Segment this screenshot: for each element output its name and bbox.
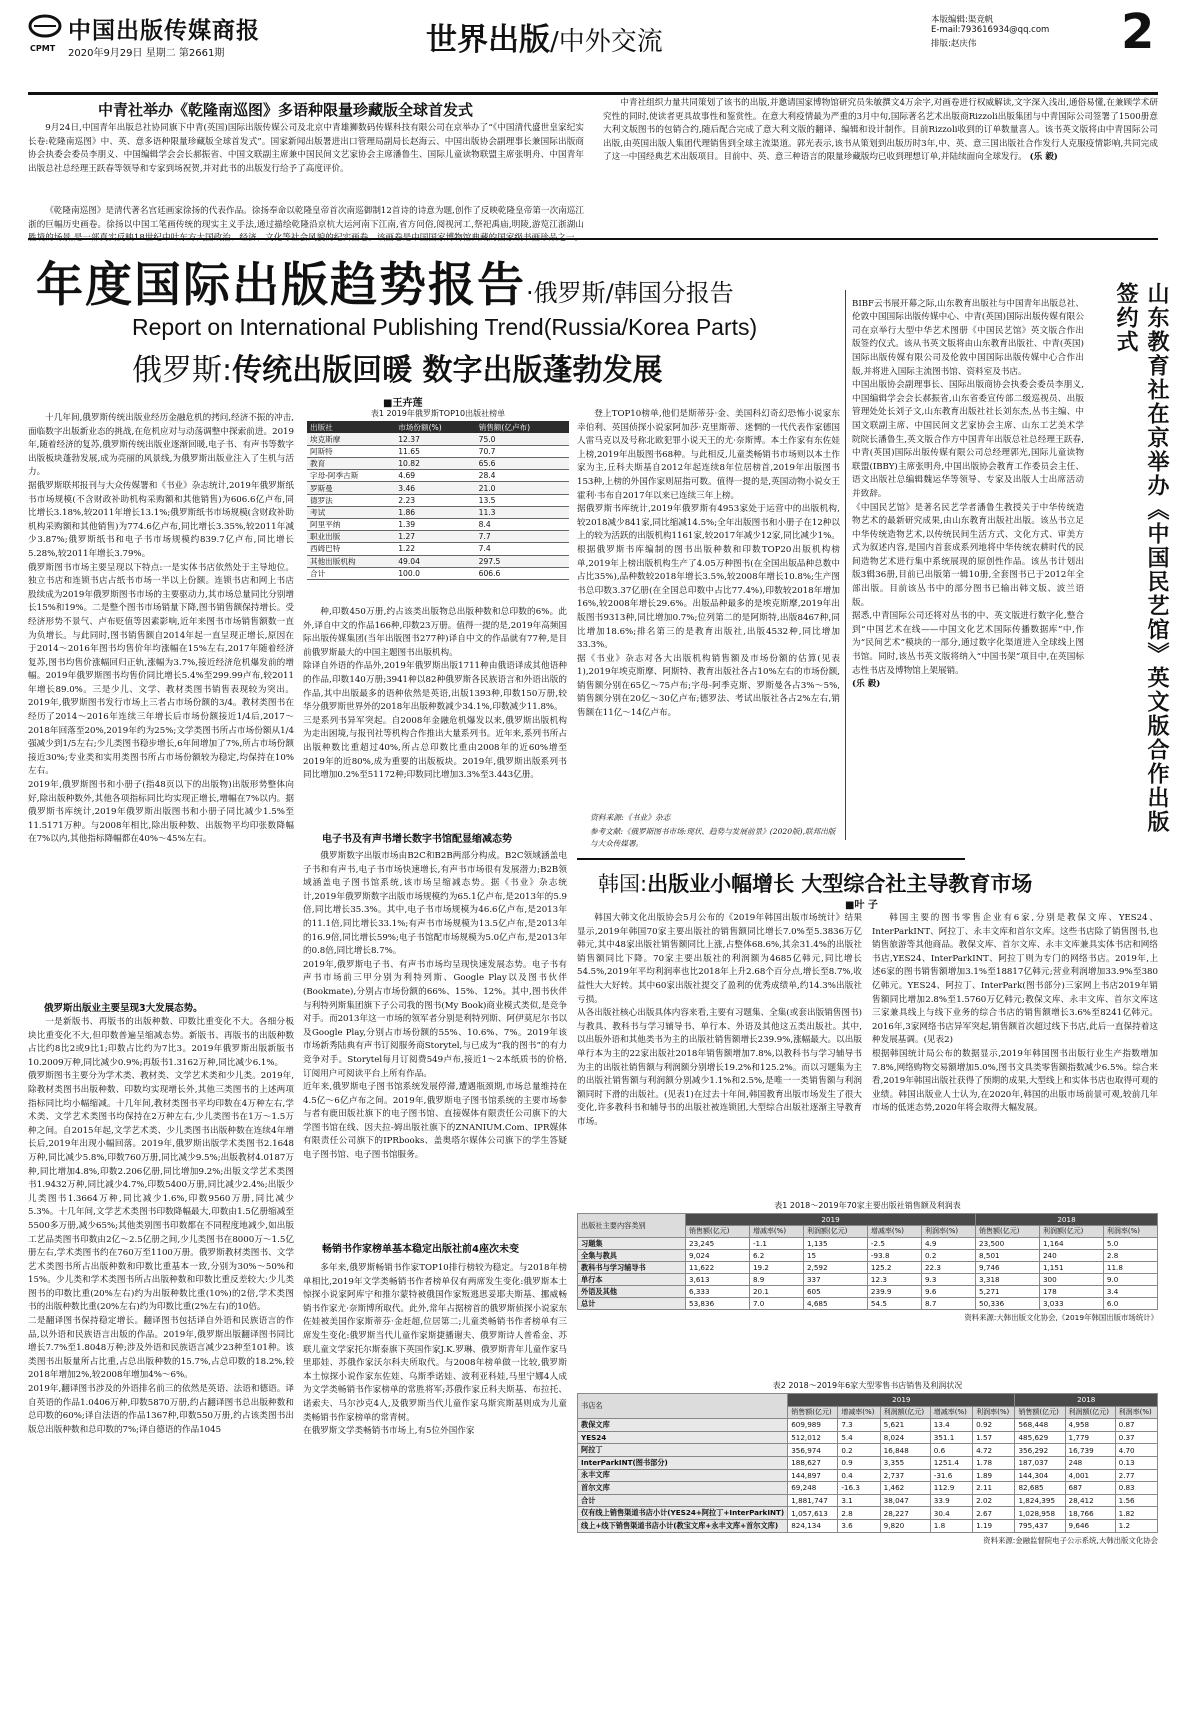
korea-table-1-cell: 178 bbox=[1039, 1286, 1103, 1298]
table1-cell: 职业出版 bbox=[307, 531, 395, 543]
korea-table-2-cell: 795,437 bbox=[1015, 1519, 1065, 1532]
korea-table-1-cell: 6.2 bbox=[749, 1250, 803, 1262]
korea-table-1-cell: 9.6 bbox=[921, 1286, 975, 1298]
table1-cell: 字母-阿季古斯 bbox=[307, 470, 395, 482]
korea-author: ■叶 子 bbox=[845, 900, 878, 911]
layout-credit: 排版:赵庆伟 bbox=[931, 39, 977, 49]
table1-cell: 21.0 bbox=[476, 482, 569, 494]
korea-table-2-cell: 合计 bbox=[578, 1494, 788, 1507]
russia-divider bbox=[577, 858, 965, 860]
korea-table-1-cell: -93.8 bbox=[867, 1250, 921, 1262]
korea-table-2-cell: 2.8 bbox=[838, 1507, 880, 1520]
korea-table-1-cell: 11.8 bbox=[1103, 1262, 1157, 1274]
shandong-signature: (乐 毅) bbox=[852, 679, 881, 690]
korea-table-2-cell: 2.11 bbox=[973, 1482, 1015, 1495]
korea-table-2-cell: 1.19 bbox=[973, 1519, 1015, 1532]
korea-table-1-subheader: 利润额(亿元) bbox=[803, 1226, 867, 1238]
top-story-para-3 bbox=[603, 97, 1158, 233]
korea-table-1-cell: 5.0 bbox=[1103, 1238, 1157, 1250]
korea-table-2-cell: 2.67 bbox=[973, 1507, 1015, 1520]
table1-row bbox=[307, 506, 569, 518]
korea-table-2-row bbox=[578, 1469, 1158, 1482]
table1-cell: 其他出版机构 bbox=[307, 555, 395, 567]
korea-table-2-cell: 0.6 bbox=[930, 1444, 972, 1457]
korea-table-2-cell: 5,621 bbox=[880, 1419, 930, 1432]
table1-row bbox=[307, 482, 569, 494]
korea-table-2-subheader: 增减率(%) bbox=[930, 1406, 972, 1419]
table1-cell: 49.04 bbox=[395, 555, 475, 567]
korea-table-2-subheader: 销售额(亿元) bbox=[1015, 1406, 1065, 1419]
korea-table-1-cell: 300 bbox=[1039, 1274, 1103, 1286]
korea-table-1-cell: 605 bbox=[803, 1286, 867, 1298]
korea-table-2-caption: 表2 2018～2019年6家大型零售书店销售及利润状况 bbox=[772, 1381, 963, 1390]
korea-table-1-cell: 全集与教具 bbox=[578, 1250, 686, 1262]
russia-column-2-top: 种,印数450万册,约占该类出版物总出版种数和总印数的6%。此外,译自中文的作品166种,印数23万册。值得一提的是,2019年高频国际出版传媒集团(当年出版图书277种)译自中文的作品就有77种,是目前俄罗斯最大的中国主题图书出版机构。 除译自外语的作品外,2019年俄罗斯出版1711种由俄语译成其他语种的作品,印数140万册;3941种以82种俄罗斯各民族语言和外语出版的作品,其中出版最多的语种依然是英语,出版1393种,印数150万册,较华分俄罗斯世界外的2018年出版种数减少34.1%,印数减少11.8%。 三是系列书异军突起。自2008年金融危机爆发以来,俄罗斯出版机构为走出困境,与报刊社等机构合作推出大量系列书。近年来,系列书所占出版种数比重超过40%,所占总印数比重由2008年的近60%增至2019年的近80%,成为重要的出版板块。2019年,俄罗斯出版系列书同比增加0.2%至51172种;印数同比增加3.3%至3.443亿册。 bbox=[303, 607, 567, 781]
korea-table-2-cell: 教保文库 bbox=[578, 1419, 788, 1432]
korea-table-2-cell: 28,412 bbox=[1065, 1494, 1115, 1507]
korea-table-1-cell: 4,685 bbox=[803, 1298, 867, 1310]
table1-cell: 考试 bbox=[307, 506, 395, 518]
korea-table-1-cell: 8,501 bbox=[976, 1250, 1040, 1262]
korea-table-2-cell: 33.9 bbox=[930, 1494, 972, 1507]
korea-table-1-cell: 3.4 bbox=[1103, 1286, 1157, 1298]
korea-table-2-cell: 3.6 bbox=[838, 1519, 880, 1532]
table1-header-sales: 销售额(亿卢布) bbox=[476, 421, 569, 433]
korea-table-1-cell: 9,746 bbox=[976, 1262, 1040, 1274]
table1-row bbox=[307, 445, 569, 457]
report-title bbox=[36, 248, 734, 315]
page-number: 2 bbox=[1121, 4, 1155, 60]
korea-table-2-row bbox=[578, 1482, 1158, 1495]
korea-table-2-cell: 1.57 bbox=[973, 1431, 1015, 1444]
korea-headline bbox=[598, 868, 1032, 898]
table1-cell: 合计 bbox=[307, 567, 395, 579]
korea-table-2-year-2018: 2018 bbox=[1015, 1394, 1158, 1407]
korea-table-2-cell: 4,958 bbox=[1065, 1419, 1115, 1432]
table1-cell: 1.86 bbox=[395, 506, 475, 518]
korea-table-1-subheader: 利润率(%) bbox=[1103, 1226, 1157, 1238]
table1-cell: 11.3 bbox=[476, 506, 569, 518]
korea-table-1-cell: -1.1 bbox=[749, 1238, 803, 1250]
table1-row bbox=[307, 433, 569, 445]
table1-cell: 埃克斯摩 bbox=[307, 433, 395, 445]
korea-table-1-row bbox=[578, 1250, 1158, 1262]
korea-table-2-cell: 1,881,747 bbox=[788, 1494, 838, 1507]
korea-prefix: 韩国: bbox=[598, 872, 648, 896]
table1-row bbox=[307, 519, 569, 531]
korea-table-1-source: 资料来源:大韩出版文化协会,《2019年韩国出版市场统计》 bbox=[964, 1313, 1158, 1322]
table1-cell: 1.22 bbox=[395, 543, 475, 555]
korea-table-2-cell: 144,897 bbox=[788, 1469, 838, 1482]
korea-table-2-cell: 356,974 bbox=[788, 1444, 838, 1457]
korea-table-2-subheader: 利润率(%) bbox=[1115, 1406, 1157, 1419]
korea-table-1-cell: 239.9 bbox=[867, 1286, 921, 1298]
korea-table-2-cell: 0.9 bbox=[838, 1456, 880, 1469]
korea-table-2-cell: 首尔文库 bbox=[578, 1482, 788, 1495]
korea-table-1-cell: 19.2 bbox=[749, 1262, 803, 1274]
korea-table-1-subheader: 销售额(亿元) bbox=[976, 1226, 1040, 1238]
korea-table-2-cell: 568,448 bbox=[1015, 1419, 1065, 1432]
shandong-vertical-title: 山东教育社在京举办《中国民艺馆》英文版合作出版签约式 bbox=[1113, 282, 1169, 834]
russia-headline bbox=[132, 345, 663, 389]
korea-table-1-cell: 3,033 bbox=[1039, 1298, 1103, 1310]
korea-table-2-cell: 0.87 bbox=[1115, 1419, 1157, 1432]
table1-cell: 阿斯特 bbox=[307, 445, 395, 457]
korea-table-1-cell: 2.8 bbox=[1103, 1250, 1157, 1262]
korea-table-2-subheader: 利润率(%) bbox=[973, 1406, 1015, 1419]
korea-table-2-cell: 485,629 bbox=[1015, 1431, 1065, 1444]
korea-table-2-cell: 28,227 bbox=[880, 1507, 930, 1520]
korea-table-2-cell: 16,848 bbox=[880, 1444, 930, 1457]
korea-table-2-cell: 1,824,395 bbox=[1015, 1494, 1065, 1507]
table1-cell: 罗斯曼 bbox=[307, 482, 395, 494]
korea-table-2-cell: 1.78 bbox=[973, 1456, 1015, 1469]
korea-table-2-cell: 512,012 bbox=[788, 1431, 838, 1444]
russia-column-1b: 一是新版书、再版书的出版种数、印数比重变化不大。各细分板块比重变化不大,但印数普遍呈缩减态势。新版书、再版书的出版种数占比约8比2或9比1;印数占比约为7比3。2019年俄罗斯出版新版书10.2009万种,同比减少0.9%;再版书1.3162万种,同比减少6.1%。 俄罗斯图书主要分为学术类、教材类、文学艺术类和少儿类。2019年,除教材类图书出版种数、印数均实现增长外,其他三类图书的上述两项指标同比均小幅缩减。十几年间,教材类图书平均印数在4万种左右,学术类、文学艺术类图书均保持在2万种左右,少儿类图书在1万～1.5万种之间。自2015年起,文学艺术类、少儿类图书出版种数在连续4年增长后,2019年出现小幅回落。2019年,俄罗斯出版学术类图书2.1648万种,同比减少5.8%,印数760万册,同比减少9.5%;出版教材4.0187万种,同比增加4.8%,印数2.206亿册,同比增加9.2%;出版文学艺术类图书1.9432万种,同比减少4.7%,印数5400万册,同比减少2.4%;出版少儿类图书1.3664万种,同比减少1.6%,印数9560万册,同比减少5.3%。十几年间,文学艺术类图书印数降幅最大,印数由1.5亿册缩减至5500多万册,减少65%;其他类别图书印数都在不同程度地减少,如出版工艺品类图书印数由2亿～2.5亿册之间,少儿类图书在8000万～1.5亿册左右,学术类图书约在760万至1100万册。俄罗斯教材类图书、文学艺术类图书所占出版种数和印数比重基本一致,分别为30%～50%和15%。少儿类和学术类图书所占出版种数和印数比重反差较大:少儿类图书的印数比重(20%左右)约为出版种数比重(10%)的2倍,学术类图书的出版种数比重(20%左右)约为印数比重(2%左右)的10倍。 二是翻译图书保持稳定增长。翻译图书包括译自外语和民族语言的作品,以外语和民族语言出版的作品。2019年,俄罗斯出版翻译图书同比增长7.7%至1.8048万种;涉及外语和民族语言减少23种至101种。该类图书出版量所占比重,占总出版种数的15.7%,占总印数的18.2%,较2018年增加2%,较2008年增加4%～6%。 2019年,翻译图书涉及的外语排名前三的依然是英语、法语和德语。译自英语的作品1.0406万种,印数5870万册,约占翻译图书总出版种数和总印数的60%;译自法语的作品1367种,印数550万册,约占该类图书出版总出版种数和总印数的7%;译自德语的作品1045 bbox=[28, 1017, 294, 1435]
korea-table-2-cell: 1,028,958 bbox=[1015, 1507, 1065, 1520]
table1-cell: 3.46 bbox=[395, 482, 475, 494]
russia-reference: 参考文献:《俄罗斯图书市场:现状、趋势与发展前景》(2020版),联邦出版与大众传媒署。 bbox=[590, 827, 836, 848]
table1-row bbox=[307, 555, 569, 567]
korea-table-2-source: 资料来源:金融监督院电子公示系统,大韩出版文化协会 bbox=[983, 1535, 1158, 1545]
table1-cell: 297.5 bbox=[476, 555, 569, 567]
korea-table-1-cell: 4.9 bbox=[921, 1238, 975, 1250]
korea-table-1-cell: 8.7 bbox=[921, 1298, 975, 1310]
korea-table-2-cell: 阿拉丁 bbox=[578, 1444, 788, 1457]
table1-cell: 12.37 bbox=[395, 433, 475, 445]
korea-table-1-year-2018: 2018 bbox=[976, 1214, 1158, 1226]
korea-table-1-cell: 6.0 bbox=[1103, 1298, 1157, 1310]
korea-table-1-cell: 23,500 bbox=[976, 1238, 1040, 1250]
masthead bbox=[28, 4, 1158, 90]
top-story-title: 中青社举办《乾隆南巡图》多语种限量珍藏版全球首发式 bbox=[98, 101, 474, 119]
sidebar-divider bbox=[845, 290, 846, 840]
korea-table-2-cell: 187,037 bbox=[1015, 1456, 1065, 1469]
korea-table-2-cell: 18,766 bbox=[1065, 1507, 1115, 1520]
russia-column-1: 十几年间,俄罗斯传统出版业经历金融危机的拷问,经济不振的冲击,面临数字出版新业态的挑战,在危机应对与动荡调整中探索前进。2019年,随着经济的复苏,俄罗斯传统出版业逐渐回暖,电子书、有声书等数字出版板块蓬勃发展,成为亮丽的风景线,为俄罗斯出版业注入了生机与活力。 据俄罗斯联邦报刊与大众传媒署和《书业》杂志统计,2019年俄罗斯纸书市场规模(不含财政补助机构采购额和其他销售)为606.6亿卢布,同比增长3.18%,较2011年增长13.1%;俄罗斯纸书市场规模(含财政补助机构采购额和其他销售)为774.6亿卢布,同比增长3.35%,较2011年减少3.87%;俄罗斯纸书和电子书市场规模约839.7亿卢布,同比增长5.28%,较2011年增长3.79%。 俄罗斯图书市场主要呈现以下特点:一是实体书店依然处于主导地位。独立书店和连锁书店占纸书市场一半以上份额。连锁书店和网上书店股续成为2019年俄罗斯图书市场的主要驱动力,其市场总量同比分别增长15%和19%。二是整个图书市场销量下降,图书销售额保持增长。受经济形势不景气、卢布贬值等因素影响,近年来图书市场销售额数一直为负增长。与此同时,图书销售额自2014年起一直呈现正增长,原因在于2014～2016年图书均售价年均涨幅在15%左右,2017年随着经济复苏,图书均售价涨幅回归正轨,涨幅为3.7%,接近经济危机爆发前的增幅。2019年俄罗斯图书均售价同比增长5.4%至299.99卢布,较2011年增长89.0%。三是少儿、文学、教材类图书销售表现较为突出。2019年,俄罗斯图书发行市场上三者占市场份额的3/4。教材类图书在经历了2014～2016年连续三年增长后市场份额接近1/4后,2017～2018年回落至20%,2019年约为25%;文学类图书所占市场份额从1/4强减少到1/5左右;少儿类图书稳步增长,6年间增加了7%,所占市场份额接近30%;专业类和实用类图书所占市场份额较为稳定,均保持在10%左右。 2019年,俄罗斯图书和小册子(指48页以下的出版物)出版形势整体向好,除出版种数外,其他各项指标同比均实现正增长,增幅在7%以内。据俄罗斯书库统计,2019年俄罗斯出版图书和小册子同比减少1.5%至11.5171万种。与2008年相比,除出版种数、出版物平均印张数降幅在7%以内,其他指标降幅都在40%～45%左右。 bbox=[28, 413, 295, 845]
korea-table-2-cell: 1.56 bbox=[1115, 1494, 1157, 1507]
korea-table-1-cell: 习题集 bbox=[578, 1238, 686, 1250]
korea-table-2-cell: 4.70 bbox=[1115, 1444, 1157, 1457]
table1-header-publisher: 出版社 bbox=[307, 421, 395, 433]
korea-table-2-cell: 1.82 bbox=[1115, 1507, 1157, 1520]
shandong-body bbox=[852, 284, 1084, 844]
korea-table-2-cell: 609,989 bbox=[788, 1419, 838, 1432]
russia-column-1-subheading: 俄罗斯出版业主要呈现3大发展态势。 bbox=[44, 1003, 203, 1014]
korea-table-1-cell: 总计 bbox=[578, 1298, 686, 1310]
table1-cell: 1.39 bbox=[395, 519, 475, 531]
korea-table-1-cell: 5,271 bbox=[976, 1286, 1040, 1298]
report-title-main: 年度国际出版趋势报告 bbox=[36, 258, 526, 313]
korea-table-1-cell: 9,024 bbox=[686, 1250, 750, 1262]
korea-table-2-row bbox=[578, 1444, 1158, 1457]
editor-credit: 本版编辑:渠竞帆 bbox=[931, 15, 994, 25]
russia-prefix: 俄罗斯: bbox=[132, 353, 233, 388]
korea-table-2-cell: 0.13 bbox=[1115, 1456, 1157, 1469]
korea-table-2-cell: 8,024 bbox=[880, 1431, 930, 1444]
masthead-rule bbox=[28, 92, 1158, 95]
section-title: 世界出版 bbox=[426, 22, 550, 58]
korea-table-1-cell: 11,622 bbox=[686, 1262, 750, 1274]
section-heading bbox=[426, 14, 663, 59]
korea-table-1-cell: 1,151 bbox=[1039, 1262, 1103, 1274]
korea-table-2-row bbox=[578, 1507, 1158, 1520]
top-story-body-3: 中青社组织力量共同策划了该书的出版,并邀请国家博物馆研究员朱敏撰文4万余字,对画卷进行权威解读,文字深入浅出,通俗易懂,在兼顾学术研究性的同时,使读者更具故事性和鉴赏性。在意大利疫情最为严重的3月中旬,国际著名艺术出版商Rizzoli出版集团与中青国际公司签署了1500册意大利文版图书的包销合约,随后配合完成了意大利文版的翻译、编辑和设计制作。目前Rizzoli收到的订单数量喜人。该书英文版将由中青国际公司出版,由英国出版人集团代理销售到全球主流渠道。郭光表示,该书从策划到出版历时3年,中、英、意三国出版社合作发行人克服疫情影响,共同完成了这一中国经典艺术出版项目。目前中、英、意三种语言的限量珍藏版均已收到理想订单,并陆续面向全球发行。 bbox=[603, 98, 1158, 163]
date-line: 2020年9月29日 星期二 第2661期 bbox=[68, 48, 225, 59]
korea-table-2-row bbox=[578, 1494, 1158, 1507]
table1-cell: 2.23 bbox=[395, 494, 475, 506]
korea-table-2-row bbox=[578, 1431, 1158, 1444]
korea-table-2-cell: 0.37 bbox=[1115, 1431, 1157, 1444]
korea-table-1-cell: 2,592 bbox=[803, 1262, 867, 1274]
paper-name: 中国出版传媒商报 bbox=[68, 18, 260, 44]
korea-table-1-row-header: 出版社主要内容类别 bbox=[578, 1214, 686, 1238]
table1-row bbox=[307, 494, 569, 506]
korea-table-2-cell: 248 bbox=[1065, 1456, 1115, 1469]
table1-caption: 表1 2019年俄罗斯TOP10出版社榜单 bbox=[370, 409, 506, 418]
korea-table-2-row bbox=[578, 1456, 1158, 1469]
korea-table-1-cell: 12.3 bbox=[867, 1274, 921, 1286]
korea-table-2-cell: -31.6 bbox=[930, 1469, 972, 1482]
korea-table-1-cell: 240 bbox=[1039, 1250, 1103, 1262]
table1-cell: 65.6 bbox=[476, 458, 569, 470]
table1-row bbox=[307, 543, 569, 555]
korea-table-2-cell: 687 bbox=[1065, 1482, 1115, 1495]
korea-table-1-caption: 表1 2018～2019年70家主要出版社销售额及利润表 bbox=[774, 1201, 961, 1210]
korea-table-1-row bbox=[578, 1262, 1158, 1274]
korea-table-2-cell: 1251.4 bbox=[930, 1456, 972, 1469]
korea-table-1-cell: 125.2 bbox=[867, 1262, 921, 1274]
korea-table-2-cell: YES24 bbox=[578, 1431, 788, 1444]
korea-table-1-cell: 15 bbox=[803, 1250, 867, 1262]
korea-table-2-cell: 0.4 bbox=[838, 1469, 880, 1482]
korea-table-2-cell: 13.4 bbox=[930, 1419, 972, 1432]
table1-cell: 28.4 bbox=[476, 470, 569, 482]
korea-table-2-cell: 0.92 bbox=[973, 1419, 1015, 1432]
korea-table-1-subheader: 利润额(亿元) bbox=[1039, 1226, 1103, 1238]
korea-table-1-cell: 50,336 bbox=[976, 1298, 1040, 1310]
table1-cell: 德罗法 bbox=[307, 494, 395, 506]
korea-table-2-cell: 2.77 bbox=[1115, 1469, 1157, 1482]
korea-table-1-cell: 53,836 bbox=[686, 1298, 750, 1310]
korea-table-1-subheader: 利润率(%) bbox=[921, 1226, 975, 1238]
section-subtitle: /中外交流 bbox=[550, 27, 663, 57]
korea-table-2-cell: 1.89 bbox=[973, 1469, 1015, 1482]
russia-column-2-bottom: 多年来,俄罗斯畅销书作家TOP10排行榜较为稳定。与2018年榜单相比,2019年文学类畅销书作者榜单仅有两席发生变化:俄罗斯本土惊探小说家阿库宁和推尔蒙特被俄国作家叛逃思妥耶夫斯基、挪威畅销书作家尤·奈斯博所取代。此外,常年占据榜首的俄罗斯侦探小说家东佐娃被美国作家斯蒂芬·金赶超,位居第二;儿童类畅销书作者榜单有三席发生变化:俄罗斯当代儿童作家斯捷播谢夫、俄罗斯诗人普希金、苏联儿童文学家托尔斯泰旗下英国作家J.K.罗琳、俄罗斯青年儿童作家马里耶娃、苏俄作家沃尔科夫所取代。与2008年榜单做一比较,俄罗斯本土惊探小说作家东佐娃、乌斯季诺娃、波利亚科娃,马里宁娜4人成为文学类畅销书作家榜单的常胜将军;苏俄作家丘科夫斯基、布拉托、诺索夫、马尔沙克4人,及俄罗斯当代儿童作家乌斯宾斯基则成为儿童类畅销书作家榜单的常青树。 在俄罗斯文学类畅销书市场上,有5位外国作家 bbox=[303, 1263, 567, 1437]
korea-table-2-cell: 144,304 bbox=[1015, 1469, 1065, 1482]
korea-table-1-cell: 9.0 bbox=[1103, 1274, 1157, 1286]
korea-table-2-cell: 线上+线下销售渠道书店小计(教宝文库+永丰文库+首尔文库) bbox=[578, 1519, 788, 1532]
korea-table-2-cell: 69,248 bbox=[788, 1482, 838, 1495]
table1-grid bbox=[307, 421, 569, 580]
korea-table-1-cell: 7.0 bbox=[749, 1298, 803, 1310]
table1-cell: 606.6 bbox=[476, 567, 569, 579]
korea-table-2-cell: 351.1 bbox=[930, 1431, 972, 1444]
top-story-rule bbox=[28, 238, 1158, 240]
korea-table-1-cell: 337 bbox=[803, 1274, 867, 1286]
table1-cell: 10.82 bbox=[395, 458, 475, 470]
korea-table-1-cell: 22.3 bbox=[921, 1262, 975, 1274]
korea-table-1-cell: 0.2 bbox=[921, 1250, 975, 1262]
korea-table-2-cell: 1.2 bbox=[1115, 1519, 1157, 1532]
korea-table-1-row bbox=[578, 1238, 1158, 1250]
korea-table-2-cell: 1,057,613 bbox=[788, 1507, 838, 1520]
korea-table-1-row bbox=[578, 1274, 1158, 1286]
korea-table-2-cell: 仅有线上销售渠道书店小计(YES24+阿拉丁+InterParkINT) bbox=[578, 1507, 788, 1520]
korea-table-2-cell: 824,134 bbox=[788, 1519, 838, 1532]
table1-cell: 7.4 bbox=[476, 543, 569, 555]
korea-table-2-row-header: 书店名 bbox=[578, 1394, 788, 1419]
korea-table-1-subheader: 销售额(亿元) bbox=[686, 1226, 750, 1238]
table1-cell: 阿里平纳 bbox=[307, 519, 395, 531]
korea-table-2-row bbox=[578, 1419, 1158, 1432]
korea-table-1-cell: 20.1 bbox=[749, 1286, 803, 1298]
korea-table-1-subheader: 增减率(%) bbox=[867, 1226, 921, 1238]
table1-row bbox=[307, 567, 569, 579]
table1-row bbox=[307, 470, 569, 482]
shandong-text: BIBF云书展开幕之际,山东教育出版社与中国青年出版总社、伦敦中国国际出版传媒中心、中青(英国)国际出版传媒有限公司在京举行大型中华艺术图册《中国民艺馆》英文版合作出版签约仪式。该从书英文版将由山东教育出版社、中青(英国)国际出版传媒有限公司及伦敦中国国际出版传媒中心合作出版,并将进入国际主流图书馆、资料室及书店。 中国出版协会副理事长、国际出版商协会执委会委员李朋义,中国编辑学会会长郝振省,山东省委宣传部二级巡视员、出版管理处处长刘子文,山东教育出版社社长刘东杰,丛书主编、中国文联副主席、中国民间文艺家协会主席、山东工艺美术学院院长潘鲁生,英文版合作方中国青年出版总社总经理王跃春,中青(英国)国际出版传媒有限公司总经理郭光,国际儿童读物联盟(IBBY)主席张明舟,中国出版协会教育工作委员会主任、语文出版社总编辑魏运华等领导、专家及出版人士出席活动并致辞。 《中国民艺馆》是著名民艺学者潘鲁生教授关于中华传统造物艺术的最新研究成果,由山东教育出版社出版。该丛书立足中华传统造物艺术,以传统民间生活方式、文化方式、审美方式为叙述内容,是国内首套成系列地将中华传统农耕时代的民间造物艺术进行集中系统展现的原创性作品。该丛书计划出版3辑36册,目前已出版第一辑10册,全套图书已于2012年全部出版。目前该丛书中的部分图书已输出韩文版、波兰语版。 据悉,中青国际公司还将对丛书的中、英文版进行数字化,整合到“中国艺术在线——中国文化艺术国际传播数据库”中,作为“民间艺术”模块的一部分,通过数字化渠道进入全球线上图书馆。同时,该丛书英文版将纳入“中国书架”项目中,在英国标志性书店及博物馆上架展销。 bbox=[852, 298, 1084, 676]
korea-table-1-cell: 23,245 bbox=[686, 1238, 750, 1250]
russia-column-2-subheading-2: 畅销书作家榜单基本稳定出版社前4座次未变 bbox=[322, 1244, 519, 1255]
korea-table-2-cell: 9,646 bbox=[1065, 1519, 1115, 1532]
korea-table-1-cell: 单行本 bbox=[578, 1274, 686, 1286]
editor-email: E-mail:793616934@qq.com bbox=[931, 25, 1050, 35]
korea-table-2-cell: 9,820 bbox=[880, 1519, 930, 1532]
korea-table-1-cell: 6,333 bbox=[686, 1286, 750, 1298]
korea-table-2-cell: 1,462 bbox=[880, 1482, 930, 1495]
report-english-title: Report on International Publishing Trend(Russia/Korea Parts) bbox=[132, 314, 758, 340]
korea-table-2 bbox=[577, 1380, 1158, 1546]
table1-cell: 11.65 bbox=[395, 445, 475, 457]
table1-cell: 70.7 bbox=[476, 445, 569, 457]
korea-table-1-subheader: 增减率(%) bbox=[749, 1226, 803, 1238]
korea-table-2-cell: -16.3 bbox=[838, 1482, 880, 1495]
table1-cell: 1.27 bbox=[395, 531, 475, 543]
korea-table-1-cell: 3,318 bbox=[976, 1274, 1040, 1286]
russia-column-2-subheading-1: 电子书及有声书增长数字书馆配显缩减态势 bbox=[322, 834, 512, 845]
russia-title: 传统出版回暖 数字出版蓬勃发展 bbox=[232, 353, 663, 388]
korea-table-1-cell: 8.9 bbox=[749, 1274, 803, 1286]
table1-cell: 4.69 bbox=[395, 470, 475, 482]
korea-table-1-cell: 3,613 bbox=[686, 1274, 750, 1286]
korea-column-1: 韩国大韩文化出版协会5月公布的《2019年韩国出版市场统计》结果显示,2019年韩国70家主要出版社的销售额同比增长7.0%至5.3836万亿韩元,其中48家出版社销售额同比上涨,占整体68.6%,其余31.4%的出版社销售额同比下降。70家主要出版社的利润额为4685亿韩元,同比增长54.5%,2019年平均利润率也比2018年上升2.68个百分点,增长至8.7%,收益性大大好转。其中60家出版社提交了盈利的优秀成绩单,约14.3%出版社亏损。 从各出版社核心出版具体内容来看,主要有习题集、全集(或套出版销售图书)与教具、教科书与学习辅导书、单行本、外语及其他这五类出版社。其中,以出版外语和其他类书为主的出版社销售额增长239.9%,涨幅最大。以出版单行本为主的22家出版社2018年销售额增加7.8%,以教科书与学习辅导书为主的出版社销售额与利润额分别增长19.2%和125.2%。而以习题集为主的出版社销售额与利润额分别减少1.1%和2.5%,是唯一一类销售额与利润额同时下滑的出版社。(见表1)在过去十年间,韩国教育出版市场发生了很大变化,许多教科书和辅导书的出版社被连锁团,大型综合出版社逐渐主导教育市场。 bbox=[577, 913, 862, 1127]
korea-table-2-cell: 4,001 bbox=[1065, 1469, 1115, 1482]
russia-column-3: 登上TOP10榜单,他们是斯蒂芬·金、美国科幻奇幻恐怖小说家东幸伯利、英国侦探小说家阿加莎·克里斯蒂、迷惘的一代代表作家德国人雷马克以及号称北欧犯罪小说天王的尤·奈斯博。本土作家有东佐娃上榜,2019年出版图书68种。与此相反,儿童类畅销书市场则以本土作家为主,丘科夫斯基自2012年起连续8年位居榜首,2019年出版图书153种,上榜的外国作家则屈指可数。值得一提的是,英国动物小说女王霍利·韦布自2017年以来已连续三年上榜。 据俄罗斯书库统计,2019年俄罗斯有4953家处于运营中的出版机构,较2018减少841家,同比缩减14.5%;全年出版图书和小册子在12种以上的较为活跃的出版机构1161家,较2017年减少12家,同比减少1%。 根据俄罗斯书库编制的图书出版种数和印数TOP20出版机构榜单,2019年上榜出版机构生产了4.05万种图书(在全国出版品种总数中占比35%),品种数较2018年增长3.5%,较2008年增长10.8%;生产图书总印数3.37亿册(在全国总印数中占比77.4%),印数较2018年增加16%,较2008年增长29.6%。出版品种最多的是埃克斯摩,2019年出版图书9313种,同比增加0.7%;位列第二的是阿斯特,出版8467种,同比增加18.6%;排名第三的是教育出版社,出版4532种,同比增加33.3%。 据《书业》杂志对各大出版机构销售额及市场份额的估算(见表1),2019年埃克斯摩、阿斯特、教育出版社各占10%左右的市场份额,销售额分别在65亿～75卢布;字母-阿季克斯、罗斯曼各占3%～5%,销售额分别在20亿～30亿卢布;德罗法、考试出版社各占2%左右,销售额在11亿～14亿卢布。 bbox=[577, 409, 840, 719]
korea-table-2-cell: 4.72 bbox=[973, 1444, 1015, 1457]
korea-table-2-cell: 0.83 bbox=[1115, 1482, 1157, 1495]
top-story-para-1: 9月24日,中国青年出版总社协同旗下中青(英国)国际出版传媒公司及北京中青雄狮数码传媒科技有限公司在京举办了“《中国清代盛世皇家纪实长卷:乾隆南巡图》中、英、意多语种限量珍藏版全球首发式”。国家新闻出版署进出口管理局副局长赵海云、中国出版协会副理事长兼国际出版商协会执委会委员李朋义、中国编辑学会会长郝振省、中国文联副主席兼中国民间文艺家协会主席潘鲁生、国际儿童读物联盟主席张明舟、中国青年出版总社总经理王跃春等领导和专家到场祝贺,并对此书的出版发行给予了高度评价。 bbox=[28, 123, 584, 174]
korea-table-2-grid bbox=[577, 1393, 1158, 1533]
russia-source: 资料来源:《书业》杂志 bbox=[590, 813, 671, 822]
russia-author: ■王卉莲 bbox=[383, 398, 423, 409]
korea-table-2-cell: 356,292 bbox=[1015, 1444, 1065, 1457]
korea-column-2: 韩国主要的图书零售企业有6家,分别是教保文库、YES24、InterParkINT、阿拉丁、永丰文库和首尔文库。这些书店除了销售图书,也销售旅游等其他商品。教保文库、首尔文库、永丰文库兼具实体书店和网络书店,YES24、InterParkINT、阿拉丁则为专门的网络书店。2019年,上述6家的图书销售额增加3.1%至18817亿韩元;营业利润增加33.9%至380亿韩元。YES24、阿拉丁、InterPark(图书部分)三家网上书店2019年销售额同比增加2.8%至1.5760万亿韩元;教保文库、永丰文库、首尔文库这三家兼具线上与线下业务的综合书店的销售额增长3.6%至8241亿韩元。2016年,3家网络书店异军突起,销售额首次超过线下书店,此后一直保持着这种发展基调。(见表2) 根据韩国统计局公布的数据显示,2019年韩国图书出版行业生产指数增加7.8%,网络购物交易额增加5.0%,图书文具类零售额指数减少6.5%。综合来看,2019年韩国出版社获得了预期的成果,大型线上和实体书店也取得可观的业绩。韩国出版业人士认为,在2020年,韩国的出版市场前景可观,较前几年市场的低迷态势,2020年将会取得大幅发展。 bbox=[872, 913, 1158, 1114]
table1-cell: 8.4 bbox=[476, 519, 569, 531]
korea-table-1-cell: 1,164 bbox=[1039, 1238, 1103, 1250]
table1-cell: 13.5 bbox=[476, 494, 569, 506]
korea-table-2-cell: 7.3 bbox=[838, 1419, 880, 1432]
korea-table-1-year-2019: 2019 bbox=[686, 1214, 976, 1226]
korea-table-2-subheader: 增减率(%) bbox=[838, 1406, 880, 1419]
table1-cell: 75.0 bbox=[476, 433, 569, 445]
table1-row bbox=[307, 458, 569, 470]
korea-table-2-cell: 0.2 bbox=[838, 1444, 880, 1457]
korea-table-2-year-2019: 2019 bbox=[788, 1394, 1015, 1407]
russia-column-2-mid: 俄罗斯数字出版市场由B2C和B2B两部分构成。B2C领域涵盖电子书和有声书,电子书市场快速增长,有声书市场很有发展潜力;B2B领域涵盖电子图书馆系统,该市场呈缩减态势。据《书业》杂志统计,2019年俄罗斯数字出版市场规模约为65.1亿卢布,是2013年的5.9倍,同比增长35.3%。其中,电子书市场规模为46.6亿卢布,是2013年的11.1倍,同比增长33.1%;有声书市场规模为13.5亿卢布,是2013年的16.9倍,同比增长59%;电子书馆配市场规模为5.0亿卢布,是2013年的0.8倍,同比增长8.7%。 2019年,俄罗斯电子书、有声书市场均呈现快速发展态势。电子书有声书市场前三甲分别为利特列斯、Google Play以及图书伙伴(Bookmate),分别占市场份额的66%、15%、12%。其中,图书伙伴与利特列斯集团旗下子公司我的图书(My Book)商业模式类似,是竞争对手。而2013年这一市场的领军者分别是利特列斯、阿伊莫尼尔书以及Google Play,分别占市场份额的55%、10.6%、7%。2019年该市场新秀陆典有声书订阅服务商Storytel,与已成为“我的图书”的有力竞争对手。Storytel每月订阅费549卢布,接近1～2本纸质书的价格,订阅用户可阅读平台上所有作品。 近年来,俄罗斯电子图书馆系统发展停滞,遭遇瓶颈期,市场总量维持在4.5亿～6亿卢布之间。2019年,俄罗斯电子图书馆系统的主要市场参与者有鹿田版社旗下的电子图书馆、直接媒体有限责任公司旗下的大学图书馆在线、因夫拉-姆出版社旗下的ZNANIUM.Com、IPR媒体有限责任公司旗下的IPRbooks、盖奥塔尔媒体公司旗下的学生答疑电子图书馆、电子图书馆服务。 bbox=[303, 851, 567, 1161]
korea-table-2-cell: 1.8 bbox=[930, 1519, 972, 1532]
top-story-para-2: 《乾隆南巡图》是清代著名宫廷画家徐扬的代表作品。徐扬奉命以乾隆皇帝首次南巡御制12首诗的诗意为题,创作了反映乾隆皇帝第一次南巡江浙的巨幅历史画卷。徐扬以中国工笔画传统的现实主义手法,通过描绘乾隆沿京杭大运河南下江南,省方问俗,阅视河工,祭祀禹庙,明陵,游览江浙湖山 bbox=[28, 206, 584, 230]
table1-row bbox=[307, 531, 569, 543]
korea-table-2-cell: 82,685 bbox=[1015, 1482, 1065, 1495]
table1-cell: 教育 bbox=[307, 458, 395, 470]
korea-table-2-row bbox=[578, 1519, 1158, 1532]
korea-table-2-cell: InterParkINT(图书部分) bbox=[578, 1456, 788, 1469]
korea-table-2-cell: 2.02 bbox=[973, 1494, 1015, 1507]
korea-table-2-subheader: 利润额(亿元) bbox=[1065, 1406, 1115, 1419]
korea-table-1-row bbox=[578, 1286, 1158, 1298]
table1-cell: 100.0 bbox=[395, 567, 475, 579]
korea-table-1-row bbox=[578, 1298, 1158, 1310]
korea-table-1-cell: -2.5 bbox=[867, 1238, 921, 1250]
korea-table-2-cell: 2,737 bbox=[880, 1469, 930, 1482]
korea-table-1 bbox=[577, 1200, 1158, 1323]
korea-table-2-cell: 38,047 bbox=[880, 1494, 930, 1507]
korea-table-2-cell: 1,779 bbox=[1065, 1431, 1115, 1444]
korea-table-2-cell: 3.1 bbox=[838, 1494, 880, 1507]
korea-table-2-cell: 30.4 bbox=[930, 1507, 972, 1520]
korea-table-2-cell: 112.9 bbox=[930, 1482, 972, 1495]
paper-logo-icon bbox=[28, 14, 62, 44]
logo-text: CPMT bbox=[30, 44, 56, 53]
top-story-signature: (乐 毅) bbox=[1029, 152, 1058, 163]
korea-table-1-cell: 教科书与学习辅导书 bbox=[578, 1262, 686, 1274]
korea-table-2-cell: 3,355 bbox=[880, 1456, 930, 1469]
korea-table-2-cell: 188,627 bbox=[788, 1456, 838, 1469]
korea-title: 出版业小幅增长 大型综合社主导教育市场 bbox=[647, 872, 1033, 896]
korea-table-2-cell: 5.4 bbox=[838, 1431, 880, 1444]
korea-table-1-grid bbox=[577, 1213, 1158, 1310]
table1 bbox=[307, 408, 569, 580]
korea-table-1-cell: 1,135 bbox=[803, 1238, 867, 1250]
report-title-suffix: ·俄罗斯/韩国分报告 bbox=[526, 279, 734, 307]
korea-table-2-cell: 16,739 bbox=[1065, 1444, 1115, 1457]
korea-table-1-cell: 9.3 bbox=[921, 1274, 975, 1286]
table1-cell: 7.7 bbox=[476, 531, 569, 543]
korea-table-1-cell: 外语及其他 bbox=[578, 1286, 686, 1298]
korea-table-2-cell: 永丰文库 bbox=[578, 1469, 788, 1482]
table1-cell: 西姆巴特 bbox=[307, 543, 395, 555]
korea-table-2-subheader: 销售额(亿元) bbox=[788, 1406, 838, 1419]
table1-header-share: 市场份额(%) bbox=[395, 421, 475, 433]
korea-table-2-subheader: 利润额(亿元) bbox=[880, 1406, 930, 1419]
korea-table-1-cell: 54.5 bbox=[867, 1298, 921, 1310]
